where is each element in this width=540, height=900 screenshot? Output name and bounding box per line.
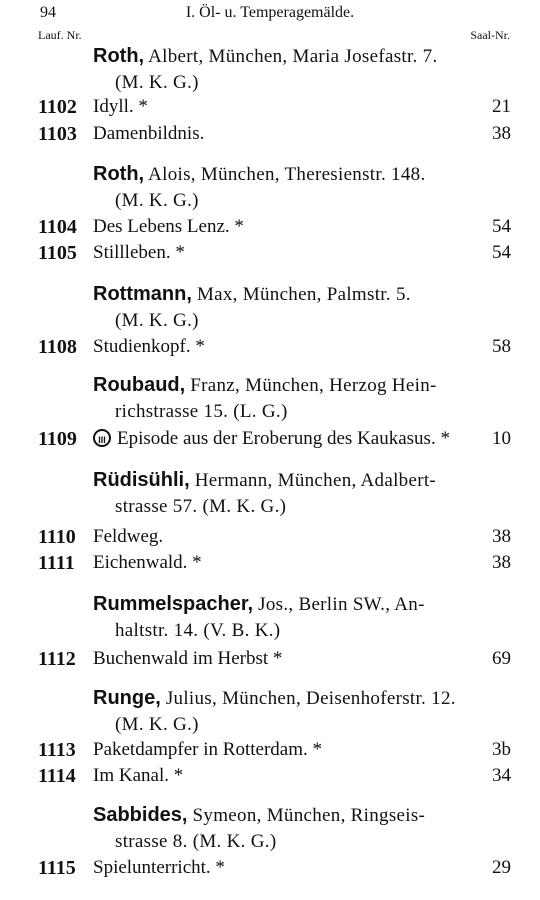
badge-icon: III (93, 429, 111, 447)
artist-society: strasse 8. (M. K. G.) (115, 831, 277, 852)
artist-address: Franz, München, Herzog Hein- (190, 375, 437, 396)
catalog-entry (0, 526, 540, 552)
entry-title: Studienkopf. * (93, 336, 205, 357)
artist-society: haltstr. 14. (V. B. K.) (115, 620, 281, 641)
entry-number: 1115 (38, 857, 76, 879)
entry-number: 1112 (38, 648, 76, 670)
entry-number: 1108 (38, 336, 77, 358)
entry-number: 1109 (38, 428, 77, 450)
artist-address: Jos., Berlin SW., An- (258, 594, 425, 615)
entry-title: Idyll. * (93, 96, 148, 117)
entry-room: 54 (492, 242, 511, 263)
artist-address: Julius, München, Deisenhoferstr. 12. (165, 688, 456, 709)
entry-title: Feldweg. (93, 526, 164, 547)
catalog-entry (0, 648, 540, 674)
artist-address: Hermann, München, Adalbert- (194, 470, 437, 491)
entry-number: 1111 (38, 552, 75, 574)
catalog-entry (0, 216, 540, 242)
artist-block (93, 372, 485, 425)
catalog-entry (0, 242, 540, 268)
artist-name: Roth, (93, 163, 145, 185)
artist-society: (M. K. G.) (115, 310, 199, 331)
entry-room: 58 (492, 336, 511, 357)
entry-room: 54 (492, 216, 511, 237)
artist-society: (M. K. G.) (115, 714, 199, 735)
artist-society: strasse 57. (M. K. G.) (115, 496, 287, 517)
entry-room: 21 (492, 96, 511, 117)
page-number: 94 (40, 4, 56, 21)
left-column-label: Lauf. Nr. (38, 28, 82, 42)
entry-room: 69 (492, 648, 511, 669)
artist-block (93, 685, 485, 738)
artist-block (93, 161, 485, 214)
catalog-entry (0, 96, 540, 122)
artist-society: (M. K. G.) (115, 72, 199, 93)
section-title: I. Öl- u. Temperagemälde. (185, 4, 355, 21)
entry-number: 1104 (38, 216, 77, 238)
artist-block (93, 802, 485, 855)
right-column-label: Saal-Nr. (470, 28, 510, 42)
artist-address: Max, München, Palmstr. 5. (196, 284, 411, 305)
catalog-entry (0, 428, 540, 454)
entry-room: 29 (492, 857, 511, 878)
entry-title: Spielunterricht. * (93, 857, 225, 878)
entry-number: 1110 (38, 526, 76, 548)
artist-society: (M. K. G.) (115, 190, 199, 211)
entry-room: 10 (492, 428, 511, 449)
entry-title: Stillleben. * (93, 242, 185, 263)
artist-block (93, 281, 485, 334)
artist-name: Rottmann, (93, 283, 192, 305)
entry-room: 34 (492, 765, 511, 786)
artist-name: Roth, (93, 45, 145, 67)
catalog-entry (0, 857, 540, 883)
artist-address: Albert, München, Maria Josefastr. 7. (148, 46, 438, 67)
artist-address: Symeon, München, Ringseis- (192, 805, 426, 826)
entry-title-text: Episode aus der Eroberung des Kaukasus. * (117, 428, 450, 449)
entry-number: 1103 (38, 123, 77, 145)
entry-room: 38 (492, 552, 511, 573)
entry-title: Damenbildnis. (93, 123, 205, 144)
artist-name: Rüdisühli, (93, 469, 190, 491)
entry-number: 1114 (38, 765, 76, 787)
artist-name: Runge, (93, 687, 161, 709)
entry-room: 38 (492, 526, 511, 547)
entry-room: 3b (492, 739, 511, 760)
entry-title: Eichenwald. * (93, 552, 202, 573)
entry-title: Im Kanal. * (93, 765, 184, 786)
artist-block (93, 43, 485, 96)
entry-number: 1105 (38, 242, 77, 264)
catalog-entry (0, 739, 540, 765)
catalog-entry (0, 123, 540, 149)
catalog-entry (0, 336, 540, 362)
artist-name: Roubaud, (93, 374, 186, 396)
artist-name: Sabbides, (93, 804, 188, 826)
entry-number: 1102 (38, 96, 77, 118)
entry-title (93, 428, 450, 450)
entry-title: Des Lebens Lenz. * (93, 216, 244, 237)
catalog-entry (0, 765, 540, 791)
catalog-entry (0, 552, 540, 578)
artist-block (93, 591, 485, 644)
entry-room: 38 (492, 123, 511, 144)
entry-title: Buchenwald im Herbst * (93, 648, 283, 669)
artist-address: Alois, München, Theresienstr. 148. (148, 164, 426, 185)
artist-block (93, 467, 485, 520)
entry-number: 1113 (38, 739, 76, 761)
artist-society: richstrasse 15. (L. G.) (115, 401, 288, 422)
entry-title: Paketdampfer in Rotterdam. * (93, 739, 322, 760)
artist-name: Rummelspacher, (93, 593, 254, 615)
